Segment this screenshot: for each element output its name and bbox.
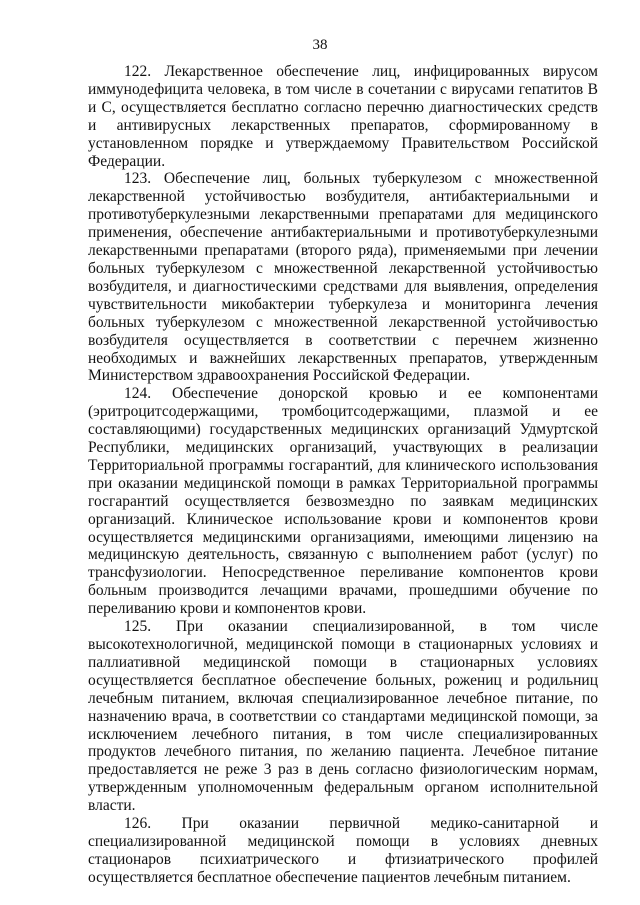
paragraph-125: 125. При оказании специализированной, в том числе высокотехнологичной, медицинской помощи в стационарных условиях и паллиативной медицинской помощи в стационарных условиях осуществляется бесплатное обеспечение больных, рожениц и родильниц лечебным питанием, включая специализированное лечебное питание, по назначению врача, в соответствии со стандартами медицинской помощи, за исключением лечебного питания, в том числе специализированных продуктов лечебного питания, по желанию пациента. Лечебное питание предоставляется не реже 3 раз в день согласно физиологическим нормам, утвержденным уполномоченным федеральным органом исполнительной власти.: [88, 618, 598, 815]
paragraph-122: 122. Лекарственное обеспечение лиц, инфицированных вирусом иммунодефицита человека, в том числе в сочетании с вирусами гепатитов В и С, осуществляется бесплатно согласно перечню диагностических средств и антивирусных лекарственных препаратов, сформированному в установленном порядке и утверждаемому Правительством Российской Федерации.: [88, 63, 598, 170]
paragraph-126: 126. При оказании первичной медико-санитарной и специализированной медицинской помощи в условиях дневных стационаров психиатрического и фтизиатрического профилей осуществляется бесплатное обеспечение пациентов лечебным питанием.: [88, 815, 598, 886]
document-body: [88, 63, 598, 887]
paragraph-123: 123. Обеспечение лиц, больных туберкулезом с множественной лекарственной устойчивостью возбудителя, антибактериальными и противотуберкулезными лекарственными препаратами для медицинского применения, обеспечение антибактериальными и противотуберкулезными лекарственными препаратами (второго ряда), применяемыми при лечении больных туберкулезом с множественной лекарственной устойчивостью возбудителя, и диагностическими средствами для выявления, определения чувствительности микобактерии туберкулеза и мониторинга лечения больных туберкулезом с множественной лекарственной устойчивостью возбудителя осуществляется в соответствии с перечнем жизненно необходимых и важнейших лекарственных препаратов, утвержденным Министерством здравоохранения Российской Федерации.: [88, 170, 598, 385]
paragraph-124: 124. Обеспечение донорской кровью и ее компонентами (эритроцитсодержащими, тромбоцитсодержащими, плазмой и ее составляющими) государственных медицинских организаций Удмуртской Республики, медицинских организаций, участвующих в реализации Территориальной программы госгарантий, для клинического использования при оказании медицинской помощи в рамках Территориальной программы госгарантий осуществляется безвозмездно по заявкам медицинских организаций. Клиническое использование крови и компонентов крови осуществляется медицинскими организациями, имеющими лицензию на медицинскую деятельность, связанную с выполнением работ (услуг) по трансфузиологии. Непосредственное переливание компонентов крови больным производится лечащими врачами, прошедшими обучение по переливанию крови и компонентов крови.: [88, 385, 598, 618]
page-number: 38: [312, 37, 328, 53]
